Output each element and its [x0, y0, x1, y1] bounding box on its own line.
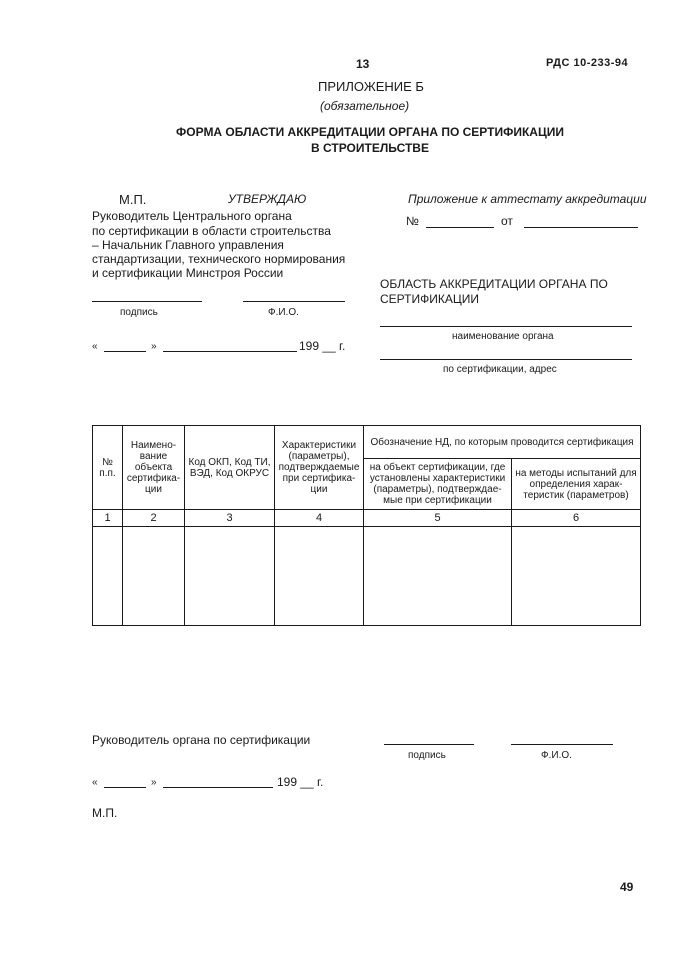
attestat-attachment-title: Приложение к аттестату аккредитации: [408, 192, 647, 206]
column-number: 1: [93, 510, 123, 527]
accreditation-area-title-2: СЕРТИФИКАЦИИ: [380, 292, 479, 306]
approver-line-1: Руководитель Центрального органа: [92, 209, 292, 223]
footer-month-line: [163, 787, 273, 788]
approver-signature-line: [92, 301, 202, 302]
head-signature-label: подпись: [408, 750, 446, 761]
approver-line-3: – Начальник Главного управления: [92, 238, 284, 252]
page-number-bottom: 49: [620, 880, 634, 894]
header-item-number: № п.п.: [93, 426, 123, 510]
approve-date-open-quote: «: [92, 341, 98, 352]
approver-line-5: и сертификации Минстроя России: [92, 266, 284, 280]
page-number-top: 13: [356, 57, 370, 71]
table-cell: [512, 527, 641, 626]
approve-month-line: [163, 351, 297, 352]
approver-signature-label: подпись: [120, 307, 158, 318]
column-number-row: [93, 510, 641, 527]
org-address-line: [380, 359, 632, 360]
org-head-label: Руководитель органа по сертификации: [92, 733, 311, 747]
footer-stamp-mark: М.П.: [92, 806, 118, 820]
approver-fio-line: [243, 301, 345, 302]
document-code: РДС 10-233-94: [546, 57, 629, 69]
form-title-line1: ФОРМА ОБЛАСТИ АККРЕДИТАЦИИ ОРГАНА ПО СЕРТИФИКАЦИИ: [176, 125, 564, 139]
head-fio-label: Ф.И.О.: [541, 750, 572, 761]
accreditation-area-title-1: ОБЛАСТЬ АККРЕДИТАЦИИ ОРГАНА ПО: [380, 277, 608, 291]
org-address-label: по сертификации, адрес: [443, 364, 557, 375]
approve-label: УТВЕРЖДАЮ: [228, 192, 307, 206]
org-name-label: наименование органа: [452, 331, 554, 342]
column-number: 6: [512, 510, 641, 527]
table-row: [93, 527, 641, 626]
org-name-line: [380, 326, 632, 327]
approver-line-2: по сертификации в области строительства: [92, 224, 331, 238]
approver-fio-label: Ф.И.О.: [268, 307, 299, 318]
appendix-label: ПРИЛОЖЕНИЕ Б: [318, 79, 424, 94]
head-signature-line: [384, 744, 474, 745]
header-normative-docs-group: Обозначение НД, по которым проводится сертификация: [364, 426, 641, 459]
column-number: 4: [275, 510, 364, 527]
accreditation-table: [92, 425, 641, 626]
column-number: 3: [185, 510, 275, 527]
footer-year: 199 __ г.: [277, 775, 324, 789]
mandatory-label: (обязательное): [320, 99, 410, 113]
column-number: 2: [123, 510, 185, 527]
approve-day-line: [104, 351, 146, 352]
header-test-method-docs: на методы испытаний для определения харак- теристик (параметров): [512, 459, 641, 510]
table-cell: [185, 527, 275, 626]
head-fio-line: [511, 744, 613, 745]
column-number: 5: [364, 510, 512, 527]
approve-year: 199 __ г.: [299, 339, 346, 353]
approver-line-4: стандартизации, технического нормирования: [92, 252, 346, 266]
header-codes: Код ОКП, Код ТИ, ВЭД, Код ОКРУС: [185, 426, 275, 510]
table-cell: [364, 527, 512, 626]
footer-date-open-quote: «: [92, 777, 98, 788]
attestat-number-line: [426, 227, 494, 228]
table-cell: [93, 527, 123, 626]
header-object-docs: на объект сертификации, где установлены характеристики (параметры), подтверждае- мые при сертификации: [364, 459, 512, 510]
stamp-mark: М.П.: [119, 192, 147, 207]
footer-date-close-quote: »: [151, 777, 157, 788]
approve-date-close-quote: »: [151, 341, 157, 352]
table-cell: [123, 527, 185, 626]
attestat-date-line: [524, 227, 638, 228]
header-object-name: Наимено- вание объекта сертифика- ции: [123, 426, 185, 510]
attestat-from-label: от: [501, 214, 513, 228]
table-cell: [275, 527, 364, 626]
attestat-number-label: №: [406, 214, 419, 228]
footer-day-line: [104, 787, 146, 788]
form-title-line2: В СТРОИТЕЛЬСТВЕ: [311, 141, 429, 155]
header-characteristics: Характеристики (параметры), подтверждаемые при сертифика- ции: [275, 426, 364, 510]
